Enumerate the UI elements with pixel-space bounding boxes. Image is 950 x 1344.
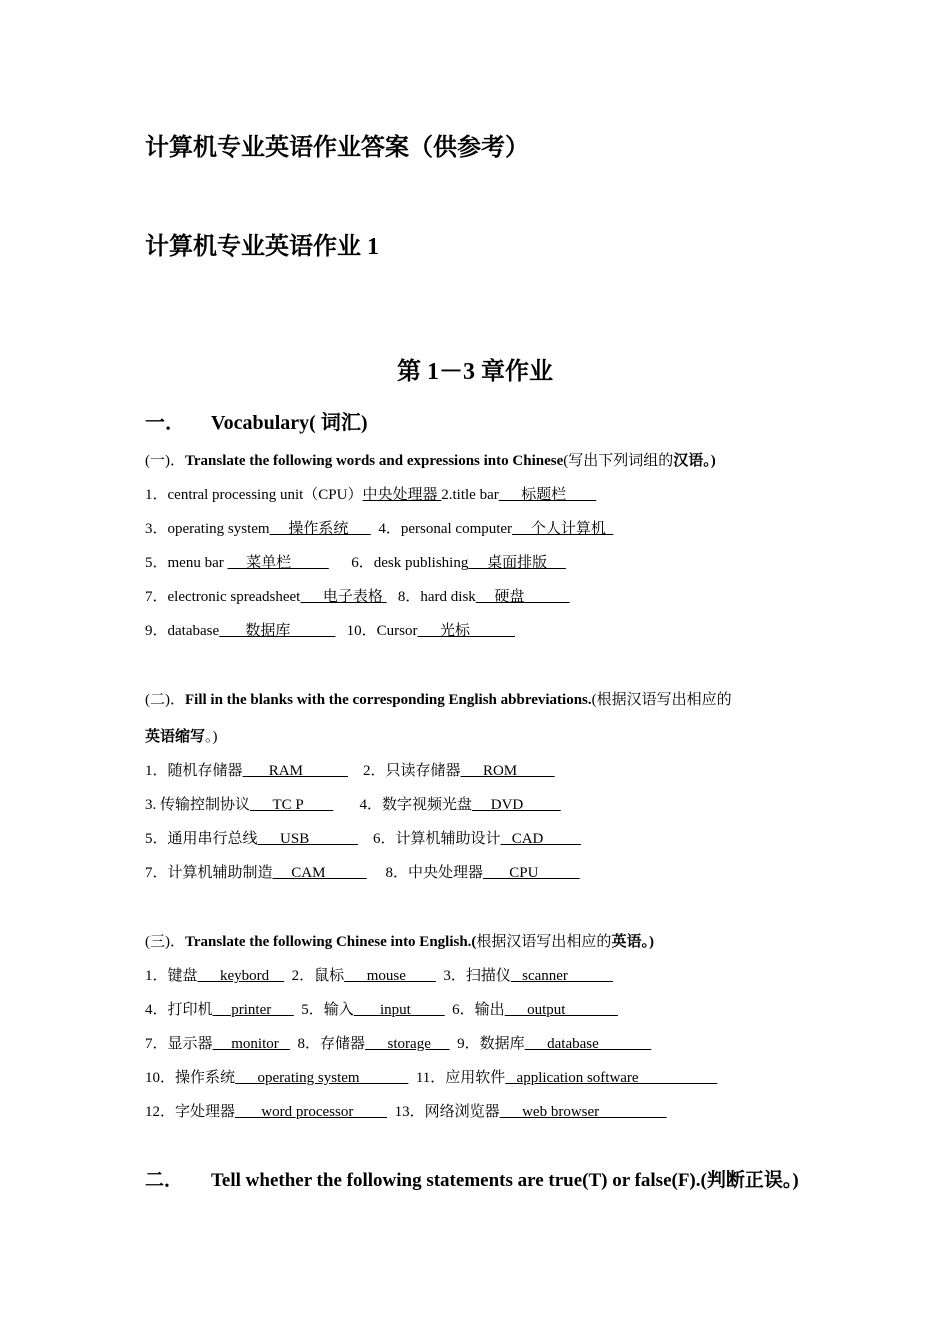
list-item (145, 487, 441, 503)
section-one-title: Vocabulary( 词汇) (211, 412, 368, 434)
list-item (145, 521, 371, 537)
list-item (445, 1002, 618, 1018)
item-prompt: 12．字处理器 (145, 1104, 236, 1120)
item-prompt: 4．personal computer (370, 521, 513, 537)
item-answer: database (524, 1036, 652, 1052)
list-item (145, 623, 335, 639)
item-answer: 个人计算机 (512, 521, 614, 537)
item-answer: USB (257, 831, 358, 847)
part1-row (145, 485, 596, 505)
item-prompt: 4．数字视频光盘 (333, 797, 472, 813)
list-item (371, 521, 613, 537)
item-prompt: 8．hard disk (386, 589, 476, 605)
list-item (387, 1104, 667, 1120)
item-prompt: 2．鼠标 (284, 968, 345, 984)
list-item (145, 865, 367, 881)
item-prompt: 1．随机存储器 (145, 763, 243, 779)
item-prompt: 4．打印机 (145, 1002, 213, 1018)
part2-row (145, 829, 581, 849)
list-item (145, 589, 387, 605)
item-answer: operating system (235, 1070, 409, 1086)
part3-tag: (三)． (145, 934, 185, 950)
item-answer: 光标 (417, 623, 516, 639)
item-prompt: 6．计算机辅助设计 (357, 831, 501, 847)
list-item (145, 968, 284, 984)
part3-row (145, 1000, 618, 1020)
list-item (367, 865, 580, 881)
document-title: 计算机专业英语作业答案（供参考） (145, 135, 529, 161)
item-answer: keybord (197, 968, 285, 984)
item-prompt: 2.title bar (441, 487, 499, 503)
item-prompt: 10．Cursor (335, 623, 418, 639)
list-item (441, 487, 596, 503)
list-item (358, 831, 581, 847)
part3-instruction (145, 932, 654, 952)
part2-instruction (145, 690, 732, 710)
item-prompt: 6．输出 (444, 1002, 505, 1018)
list-item (408, 1070, 717, 1086)
part1-row (145, 587, 570, 607)
list-item (145, 555, 329, 571)
part3-row (145, 966, 613, 986)
item-answer: DVD (471, 797, 561, 813)
item-answer: 标题栏 (498, 487, 597, 503)
list-item (329, 555, 566, 571)
section-two-heading (145, 1168, 799, 1194)
item-answer: CAD (500, 831, 581, 847)
part1-instr-cn-c: 。) (703, 453, 716, 469)
item-answer: mouse (344, 968, 436, 984)
item-prompt: 1．键盘 (145, 968, 198, 984)
section-two-number: 二． (145, 1170, 184, 1191)
item-prompt: 6．desk publishing (328, 555, 469, 571)
part2-instr-cn-c: 。) (205, 729, 218, 745)
item-answer: printer (212, 1002, 294, 1018)
item-answer: scanner (510, 968, 613, 984)
item-prompt: 5．通用串行总线 (145, 831, 258, 847)
item-answer: ROM (460, 763, 555, 779)
item-answer: 桌面排版 (468, 555, 566, 571)
item-prompt: 1．central processing unit（CPU） (145, 487, 363, 503)
item-answer: application software (505, 1070, 718, 1086)
item-answer: 硬盘 (475, 589, 570, 605)
list-item (145, 1070, 408, 1086)
item-prompt: 5．menu bar (145, 555, 228, 571)
part1-instr-cn-b: 汉语 (673, 453, 704, 469)
item-answer: input (353, 1002, 445, 1018)
part1-tag: (一)． (145, 453, 185, 469)
item-prompt: 9．数据库 (449, 1036, 525, 1052)
section-two-title: Tell whether the following statements are true(T) or false(F).(判断正误。) (211, 1170, 799, 1191)
item-answer: 菜单栏 (227, 555, 329, 571)
part1-row (145, 553, 566, 573)
item-answer: monitor (212, 1036, 291, 1052)
part2-instruction-cont (145, 727, 218, 747)
list-item (335, 623, 515, 639)
list-item (284, 968, 436, 984)
chapter-heading: 第 1－3 章作业 (397, 359, 553, 385)
part3-row (145, 1034, 651, 1054)
item-answer: TC P (250, 797, 334, 813)
list-item (436, 968, 613, 984)
item-answer: storage (365, 1036, 450, 1052)
item-answer: 中央处理器 (362, 487, 442, 503)
item-answer: 数据库 (219, 623, 336, 639)
section-one-heading (145, 410, 367, 436)
part3-instr-cn-a: 根据汉语写出相应的 (476, 934, 612, 950)
part2-tag: (二)． (145, 692, 185, 708)
list-item (348, 763, 555, 779)
item-answer: 操作系统 (269, 521, 371, 537)
item-prompt: 10．操作系统 (145, 1070, 236, 1086)
list-item (145, 1002, 294, 1018)
item-prompt: 11．应用软件 (408, 1070, 506, 1086)
part2-instr-cn-b: 英语缩写 (145, 729, 206, 745)
list-item (450, 1036, 652, 1052)
part2-instr-en: Fill in the blanks with the corresponding English abbreviations. (185, 692, 592, 708)
item-answer: 电子表格 (300, 589, 387, 605)
item-prompt: 8．存储器 (290, 1036, 366, 1052)
item-prompt: 7．计算机辅助制造 (145, 865, 273, 881)
item-prompt: 13．网络浏览器 (387, 1104, 500, 1120)
list-item (145, 831, 358, 847)
item-answer: RAM (242, 763, 348, 779)
item-prompt: 7．electronic spreadsheet (145, 589, 301, 605)
list-item (294, 1002, 445, 1018)
part3-row (145, 1068, 717, 1088)
part1-row (145, 621, 515, 641)
item-prompt: 9．database (145, 623, 220, 639)
part1-instr-cn-a: (写出下列词组的 (563, 453, 674, 469)
list-item (145, 1104, 387, 1120)
part3-instr-en: Translate the following Chinese into English.( (185, 934, 477, 950)
list-item (333, 797, 561, 813)
part2-row (145, 795, 561, 815)
part1-instruction (145, 451, 716, 471)
part2-row (145, 863, 580, 883)
item-answer: web browser (499, 1104, 667, 1120)
item-answer: CAM (272, 865, 367, 881)
item-answer: output (504, 1002, 618, 1018)
list-item (387, 589, 570, 605)
list-item (145, 763, 348, 779)
item-prompt: 2．只读存储器 (347, 763, 461, 779)
item-prompt: 7．显示器 (145, 1036, 213, 1052)
item-prompt: 5．输入 (293, 1002, 354, 1018)
list-item (145, 1036, 290, 1052)
part3-instr-cn-b: 英语 (611, 934, 642, 950)
part1-instr-en: Translate the following words and expressions into Chinese (185, 453, 564, 469)
part3-row (145, 1102, 667, 1122)
item-prompt: 3．扫描仪 (435, 968, 511, 984)
item-answer: word processor (235, 1104, 388, 1120)
part3-instr-cn-c: 。) (641, 934, 654, 950)
item-prompt: 3．operating system (145, 521, 270, 537)
section-one-number: 一． (145, 412, 185, 434)
item-prompt: 8．中央处理器 (366, 865, 483, 881)
part1-row (145, 519, 613, 539)
item-answer: CPU (482, 865, 580, 881)
part2-instr-cn-a: (根据汉语写出相应的 (591, 692, 732, 708)
homework-title: 计算机专业英语作业 1 (145, 234, 379, 260)
list-item (145, 797, 333, 813)
part2-row (145, 761, 555, 781)
list-item (290, 1036, 450, 1052)
item-prompt: 3. 传输控制协议 (145, 797, 251, 813)
